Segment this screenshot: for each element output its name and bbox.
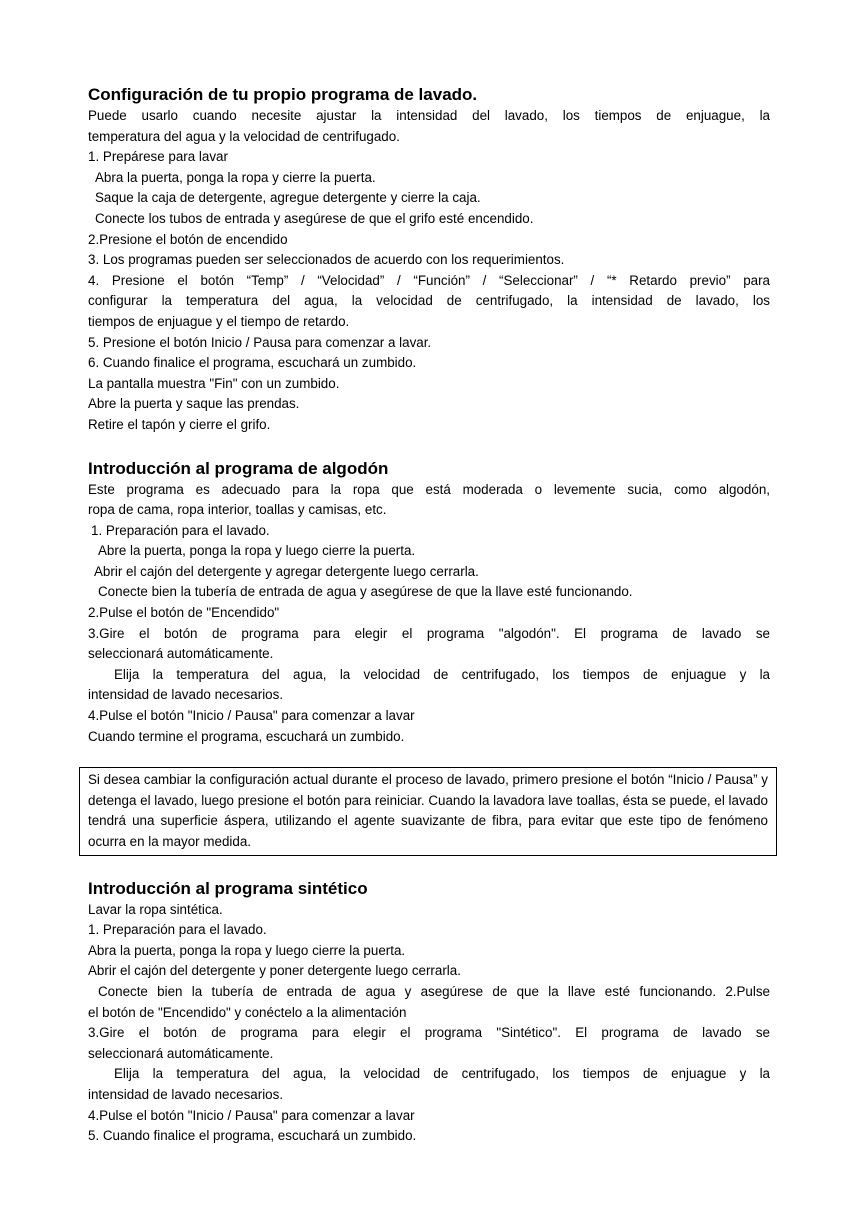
- text-line: Elija la temperatura del agua, la velocidad de centrifugado, los tiempos de enjuague y la: [114, 666, 770, 682]
- text-line: 2.Presione el botón de encendido: [88, 231, 288, 247]
- text-line: tiempos de enjuague y el tiempo de retardo.: [88, 313, 350, 329]
- text-line: configurar la temperatura del agua, la velocidad de centrifugado, la intensidad de lavado, los: [88, 293, 770, 309]
- section-title: Introducción al programa sintético: [88, 878, 368, 898]
- text-line: 4.Pulse el botón "Inicio / Pausa" para comenzar a lavar: [88, 1107, 415, 1123]
- text-line: La pantalla muestra "Fin" con un zumbido.: [88, 375, 340, 391]
- text-line: Conecte los tubos de entrada y asegúrese de que el grifo esté encendido.: [95, 210, 534, 226]
- text-line: 4.Pulse el botón "Inicio / Pausa" para comenzar a lavar: [88, 708, 415, 724]
- text-line: Cuando termine el programa, escuchará un zumbido.: [88, 728, 405, 744]
- text-line: 4. Presione el botón “Temp” / “Velocidad” / “Función” / “Seleccionar” / “* Retardo previo” para: [88, 272, 770, 288]
- text-line: 2.Pulse el botón de "Encendido": [88, 605, 280, 621]
- text-line: 5. Presione el botón Inicio / Pausa para comenzar a lavar.: [88, 334, 432, 350]
- text-line: 3. Los programas pueden ser seleccionados de acuerdo con los requerimientos.: [88, 252, 565, 268]
- text-line: Conecte bien la tubería de entrada de agua y asegúrese de que la llave esté funcionando.: [98, 584, 633, 600]
- text-line: Este programa es adecuado para la ropa que está moderada o levemente sucia, como algodón,: [88, 481, 770, 497]
- text-line: Puede usarlo cuando necesite ajustar la intensidad del lavado, los tiempos de enjuague, la: [88, 108, 770, 123]
- text-line: Abrir el cajón del detergente y poner detergente luego cerrarla.: [88, 963, 461, 979]
- text-line: Abra la puerta, ponga la ropa y cierre la puerta.: [95, 169, 376, 185]
- section-title: Configuración de tu propio programa de lavado.: [88, 85, 478, 104]
- text-line: Saque la caja de detergente, agregue detergente y cierre la caja.: [95, 190, 481, 206]
- text-line: 3.Gire el botón de programa para elegir el programa "algodón". El programa de lavado se: [88, 625, 770, 641]
- text-line: seleccionará automáticamente.: [88, 646, 274, 662]
- text-line: 1. Preparación para el lavado.: [91, 522, 270, 538]
- section-synthetic-program: [88, 878, 770, 1147]
- text-line: Elija la temperatura del agua, la velocidad de centrifugado, los tiempos de enjuague y la: [114, 1066, 770, 1082]
- section-title: Introducción al programa de algodón: [88, 458, 389, 478]
- note-box: [79, 767, 777, 855]
- text-line: ropa de cama, ropa interior, toallas y camisas, etc.: [88, 502, 387, 518]
- text-line: Abre la puerta y saque las prendas.: [88, 396, 300, 412]
- text-line: Conecte bien la tubería de entrada de agua y asegúrese de que la llave esté funcionando. 2.Pulse: [98, 983, 770, 999]
- text-line: Abre la puerta, ponga la ropa y luego cierre la puerta.: [98, 543, 416, 559]
- text-line: Lavar la ropa sintética.: [88, 901, 223, 917]
- text-line: el botón de "Encendido" y conéctelo a la alimentación: [88, 1004, 407, 1020]
- text-line: Abra la puerta, ponga la ropa y luego cierre la puerta.: [88, 942, 406, 958]
- text-line: 3.Gire el botón de programa para elegir el programa "Sintético". El programa de lavado se: [88, 1025, 770, 1041]
- text-line: intensidad de lavado necesarios.: [88, 687, 284, 703]
- text-line: 5. Cuando finalice el programa, escuchará un zumbido.: [88, 1128, 417, 1144]
- note-text: Si desea cambiar la configuración actual durante el proceso de lavado, primero presione el botón “Inicio / Pausa” y detenga el lavado, luego presione el botón para reiniciar. Cuando la lavadora lave toallas, ésta se puede, el lavado tendrá una superficie áspera, utilizando el agente suavizante de fibra, para evitar que este tipo de fenómeno ocurra en la mayor medida.: [88, 772, 768, 849]
- text-line: intensidad de lavado necesarios.: [88, 1086, 284, 1102]
- text-line: temperatura del agua y la velocidad de centrifugado.: [88, 128, 400, 144]
- text-line: 1. Preparación para el lavado.: [88, 922, 267, 938]
- text-line: 1. Prepárese para lavar: [88, 149, 228, 165]
- document-page: [88, 84, 770, 1147]
- section-cotton-program: [88, 458, 770, 748]
- section-custom-program: [88, 84, 770, 436]
- text-line: Abrir el cajón del detergente y agregar detergente luego cerrarla.: [94, 563, 479, 579]
- text-line: Retire el tapón y cierre el grifo.: [88, 416, 271, 432]
- text-line: seleccionará automáticamente.: [88, 1045, 274, 1061]
- text-line: 6. Cuando finalice el programa, escuchará un zumbido.: [88, 355, 417, 371]
